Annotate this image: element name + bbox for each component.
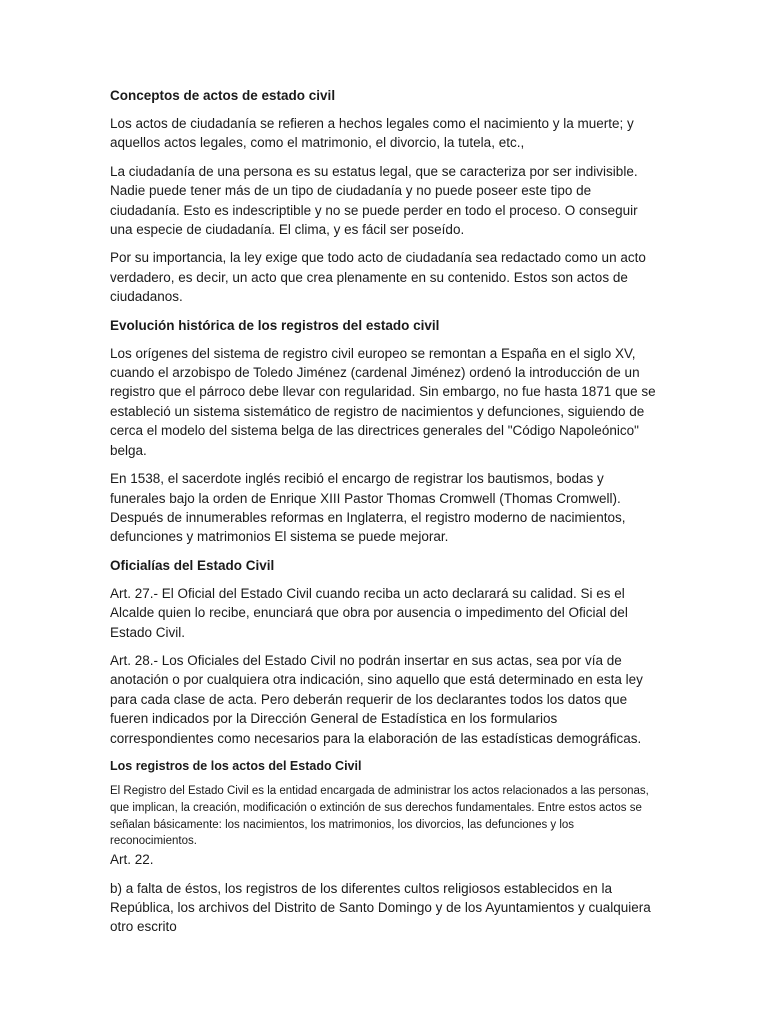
paragraph-small: El Registro del Estado Civil es la entidad encargada de administrar los actos relacionados a las personas, que implican, la creación, modificación o extinción de sus derechos fundamentales. Entre estos actos se señalan básicamente: los nacimientos, los matrimonios, los divorcios, las defunciones y los reconocimientos.: [110, 784, 649, 848]
section-heading: Evolución histórica de los registros del estado civil: [110, 317, 440, 333]
paragraph: Art. 28.- Los Oficiales del Estado Civil no podrán insertar en sus actas, sea por vía de anotación o por cualquiera otra indicación, sino aquello que está determinado en esta ley para cada clase de acta. Pero deberán requerir de los declarantes todos los datos que fueren indicados por la Dirección General de Estadística en los formularios correspondientes como necesarios para la elaboración de las estadísticas demográficas.: [110, 652, 643, 746]
section-heading: Conceptos de actos de estado civil: [110, 88, 336, 103]
paragraph: Los actos de ciudadanía se refieren a hechos legales como el nacimiento y la muerte; y aquellos actos legales, como el matrimonio, el divorcio, la tutela, etc.,: [110, 116, 634, 151]
paragraph: b) a falta de éstos, los registros de los diferentes cultos religiosos establecidos en la República, los archivos del Distrito de Santo Domingo y de los Ayuntamientos y cualquiera otro escrito: [110, 880, 651, 935]
document-page: [110, 86, 658, 946]
section-heading: Los registros de los actos del Estado Civil: [110, 758, 362, 773]
article-reference: Art. 22.: [110, 852, 154, 868]
paragraph: Por su importancia, la ley exige que todo acto de ciudadanía sea redactado como un acto verdadero, es decir, un acto que crea plenamente en su contenido. Estos son actos de ciudadanos.: [110, 250, 646, 305]
paragraph: Art. 27.- El Oficial del Estado Civil cuando reciba un acto declarará su calidad. Si es el Alcalde quien lo recibe, enunciará que obra por ausencia o impedimento del Oficial del Estado Civil.: [110, 585, 628, 640]
paragraph: En 1538, el sacerdote inglés recibió el encargo de registrar los bautismos, bodas y funerales bajo la orden de Enrique XIII Pastor Thomas Cromwell (Thomas Cromwell). Después de innumerables reformas en Inglaterra, el registro moderno de nacimientos, defunciones y matrimonios El sistema se puede mejorar.: [110, 471, 626, 545]
section-heading: Oficialías del Estado Civil: [110, 557, 275, 573]
paragraph: La ciudadanía de una persona es su estatus legal, que se caracteriza por ser indivisible. Nadie puede tener más de un tipo de ciudadanía y no puede poseer este tipo de ciudadanía. Esto es indescriptible y no se puede perder en todo el proceso. O conseguir una especie de ciudadanía. El clima, y es fácil ser poseído.: [110, 163, 638, 238]
paragraph: Los orígenes del sistema de registro civil europeo se remontan a España en el siglo XV, cuando el arzobispo de Toledo Jiménez (cardenal Jiménez) ordenó la introducción de un registro que el párroco debe llevar con regularidad. Sin embargo, no fue hasta 1871 que se estableció un sistema sistemático de registro de nacimientos y defunciones, siguiendo de cerca el modelo del sistema belga de las directrices generales del "Código Napoleónico" belga.: [110, 345, 656, 458]
